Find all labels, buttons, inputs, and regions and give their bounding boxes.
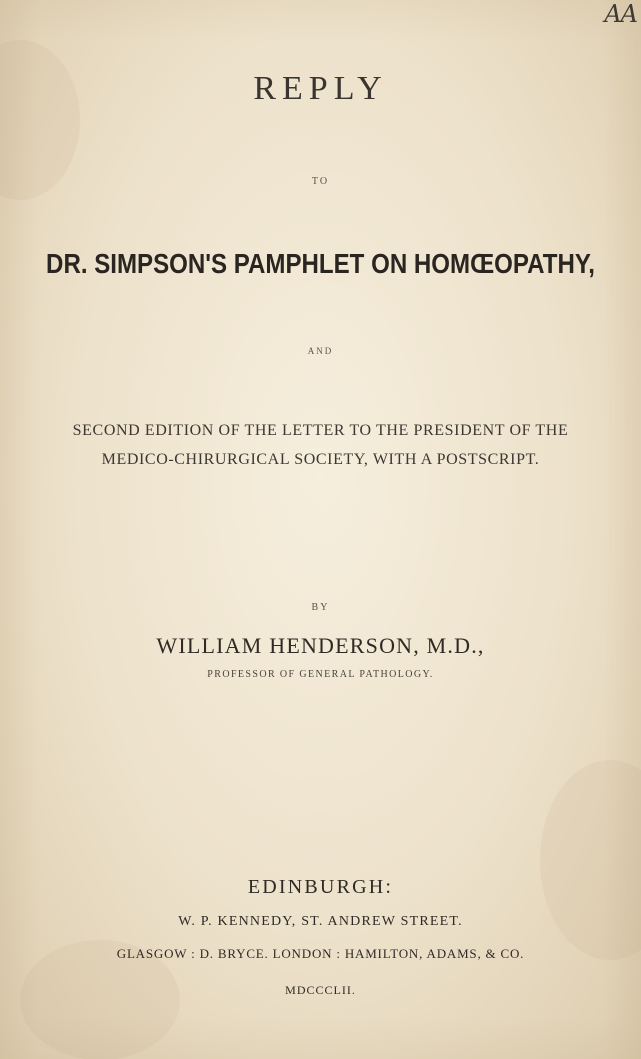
main-title: DR. SIMPSON'S PAMPHLET ON HOMŒOPATHY, <box>46 248 595 279</box>
connector-and: AND <box>307 346 334 356</box>
author-title: PROFESSOR OF GENERAL PATHOLOGY. <box>207 669 434 680</box>
subtitle-line-1: SECOND EDITION OF THE LETTER TO THE PRESIDENT OF THE <box>72 422 569 439</box>
imprint-publisher-line-1: W. P. KENNEDY, ST. ANDREW STREET. <box>178 914 463 929</box>
connector-by: BY <box>311 602 330 613</box>
subtitle-line-2: MEDICO-CHIRURGICAL SOCIETY, WITH A POSTSCRIPT. <box>101 451 540 468</box>
imprint-publisher-line-2: GLASGOW : D. BRYCE. LONDON : HAMILTON, ADAMS, & CO. <box>116 946 525 961</box>
page-title: REPLY <box>253 70 388 107</box>
paper-stain <box>540 760 641 960</box>
author-name: WILLIAM HENDERSON, M.D., <box>156 633 485 658</box>
imprint-date: MDCCCLII. <box>285 983 356 997</box>
connector-to: TO <box>311 176 330 187</box>
imprint-place: EDINBURGH: <box>247 876 394 898</box>
handwritten-shelf-mark: AA <box>604 0 637 28</box>
